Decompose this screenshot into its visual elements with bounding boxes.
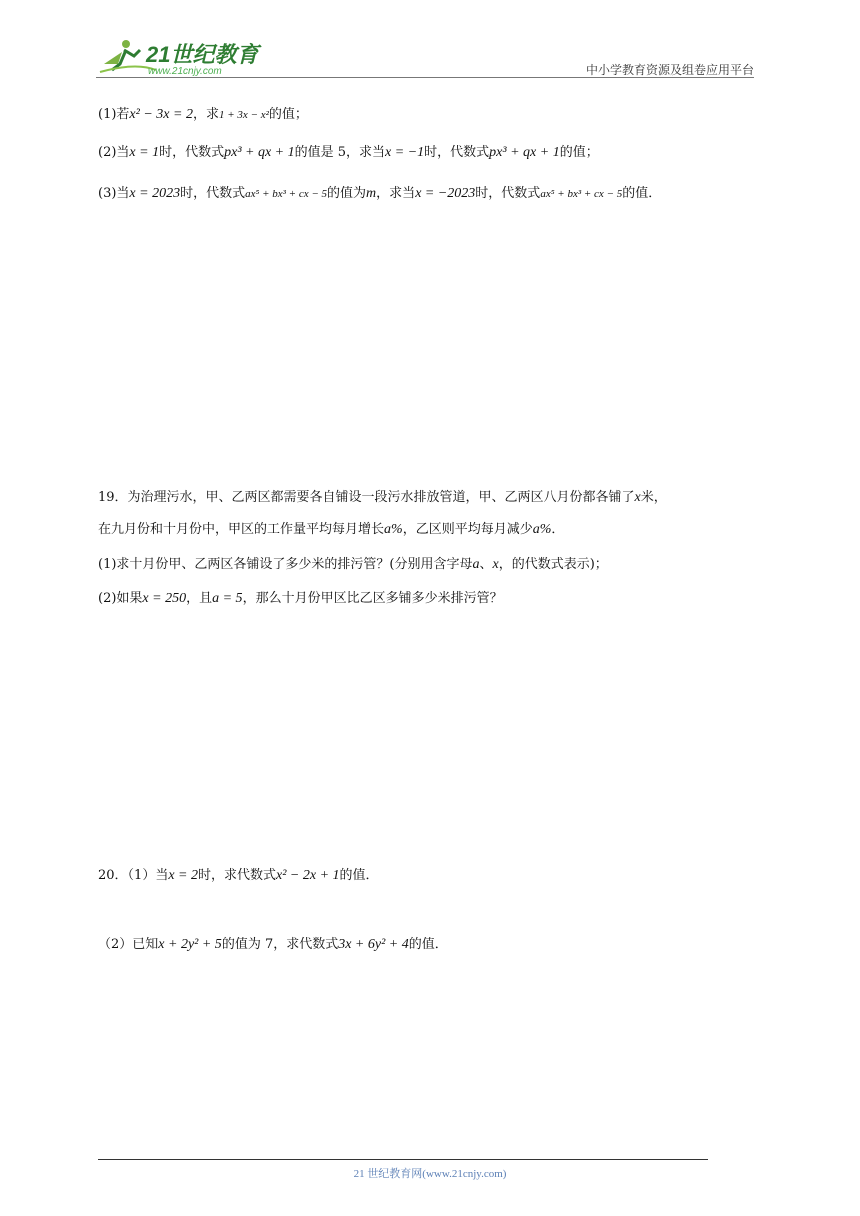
q18-part3: (3)当x = 2023时，代数式ax⁵ + bx³ + cx − 5的值为m，求当x = −2023时，代数式ax⁵ + bx³ + cx − 5的值．	[98, 186, 662, 201]
q20-part2: （2）已知x + 2y² + 5的值为 7，求代数式3x + 6y² + 4的值．	[98, 937, 448, 952]
q18-part2: (2)当x = 1时，代数式px³ + qx + 1的值是 5，求当x = −1时，代数式px³ + qx + 1的值；	[98, 145, 599, 160]
header-divider	[96, 77, 754, 78]
logo-text: 21世纪教育	[146, 42, 259, 67]
math-expr: 1 + 3x − x²	[218, 109, 269, 121]
q20-part1: 20．（1）当x = 2时，求代数式x² − 2x + 1的值．	[98, 868, 379, 883]
math-expr: x² − 3x = 2	[129, 107, 193, 122]
site-name: 中小学教育资源及组卷应用平台	[585, 63, 754, 77]
q19-part1: (1)求十月份甲、乙两区各铺设了多少米的排污管？(分别用含字母a、x，的代数式表示)；	[98, 557, 608, 572]
logo-url-text: www.21cnjy.com	[148, 66, 222, 77]
footer-text: 21 世纪教育网(www.21cnjy.com)	[353, 1168, 507, 1180]
q19-line1: 19．为治理污水，甲、乙两区都需要各自铺设一段污水排放管道，甲、乙两区八月份都各铺了x米，	[98, 490, 667, 505]
q18-part1: (1)若x² − 3x = 2，求1 + 3x − x²的值；	[98, 107, 308, 122]
q19-part2: (2)如果x = 250，且a = 5，那么十月份甲区比乙区多铺多少米排污管？	[98, 591, 503, 606]
q19-line2: 在九月份和十月份中，甲区的工作量平均每月增长a%，乙区则平均每月减少a%．	[98, 522, 565, 537]
footer-divider	[98, 1159, 708, 1160]
site-logo	[96, 34, 266, 78]
